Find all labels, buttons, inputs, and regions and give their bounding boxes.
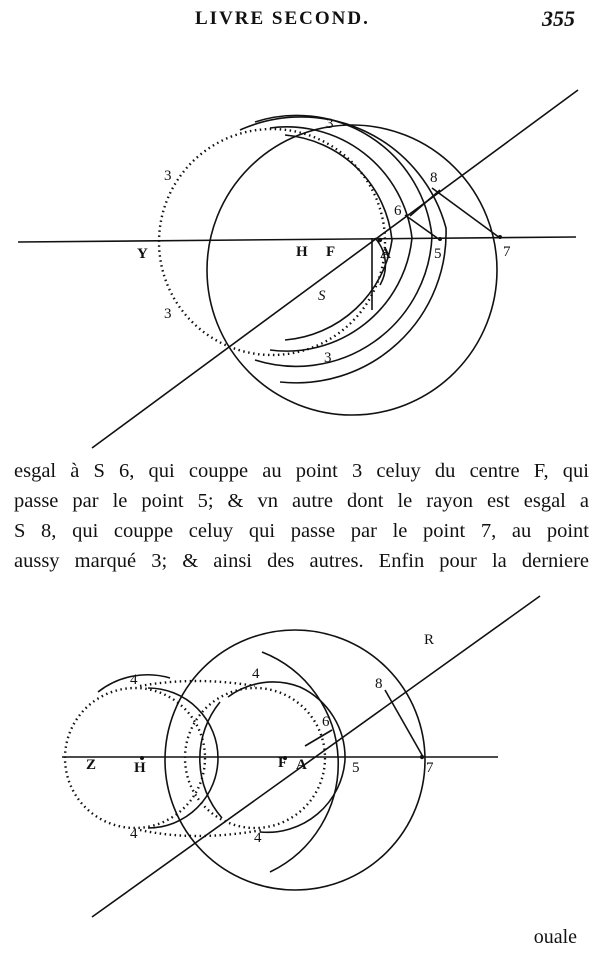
text-line: passe par le point 5; & vn autre dont le rayon est esgal a xyxy=(14,490,589,512)
axis-line xyxy=(18,237,576,242)
point-7 xyxy=(420,755,424,759)
line-8-to-7 xyxy=(385,690,422,755)
fig2-label-4-top-left: 4 xyxy=(130,672,138,688)
fig2-label-F: F xyxy=(278,755,288,771)
dotted-connector-bottom xyxy=(140,830,262,836)
fig1-label-6: 6 xyxy=(394,203,402,219)
fig1-label-S: S xyxy=(318,288,326,304)
fig2-label-H: H xyxy=(134,760,146,776)
fig2-label-4-bottom-middle: 4 xyxy=(254,830,262,846)
text-line: esgal à S 6, qui couppe au point 3 celuy du centre F, qui xyxy=(14,460,589,482)
fig1-label-3-top: 3 xyxy=(326,116,334,132)
fig2-label-Z: Z xyxy=(86,757,97,773)
fig2-label-R: R xyxy=(424,632,435,648)
arc-3 xyxy=(255,115,432,366)
running-title: LIVRE SECOND. xyxy=(195,8,370,29)
arc-h-right xyxy=(148,688,218,828)
line-6-to-8 xyxy=(410,190,440,216)
fig1-label-8: 8 xyxy=(430,170,438,186)
fig2-label-4-top-middle: 4 xyxy=(252,666,260,682)
text-line: aussy marqué 3; & ainsi des autres. Enfin pour la derniere xyxy=(14,550,589,572)
arc-1 xyxy=(285,135,392,340)
fig1-label-5: 5 xyxy=(434,246,442,262)
catchword: ouale xyxy=(533,926,577,948)
diagonal-line xyxy=(92,90,578,448)
fig2-label-6: 6 xyxy=(322,714,330,730)
fig2-label-4-bottom-left: 4 xyxy=(130,826,138,842)
point-a xyxy=(378,238,382,242)
fig1-label-H: H xyxy=(296,244,308,260)
fig1-label-A: A xyxy=(380,246,391,262)
figure-oval-construction-lower xyxy=(0,592,599,922)
line-6 xyxy=(305,730,332,746)
fig1-label-F: F xyxy=(326,244,336,260)
point-7 xyxy=(498,235,502,239)
fig2-label-7: 7 xyxy=(426,760,434,776)
fig1-label-Y: Y xyxy=(137,246,148,262)
fig2-label-5: 5 xyxy=(352,760,360,776)
fig1-label-7: 7 xyxy=(503,244,511,260)
big-circle xyxy=(165,630,425,890)
body-paragraph xyxy=(14,456,589,576)
page-header xyxy=(0,6,599,34)
dotted-connector-top xyxy=(140,681,255,686)
fig1-label-3-bottom: 3 xyxy=(324,350,332,366)
fig2-label-A: A xyxy=(296,757,307,773)
fig2-label-8: 8 xyxy=(375,676,383,692)
page-number: 355 xyxy=(542,6,575,31)
line-8-to-7 xyxy=(432,188,500,238)
fig1-label-3-left-lower: 3 xyxy=(164,306,172,322)
text-line: S 8, qui couppe celuy qui passe par le point 7, au point xyxy=(14,520,589,542)
point-5 xyxy=(438,237,442,241)
figure-oval-construction-upper xyxy=(0,70,599,455)
fig1-label-3-left-upper: 3 xyxy=(164,168,172,184)
